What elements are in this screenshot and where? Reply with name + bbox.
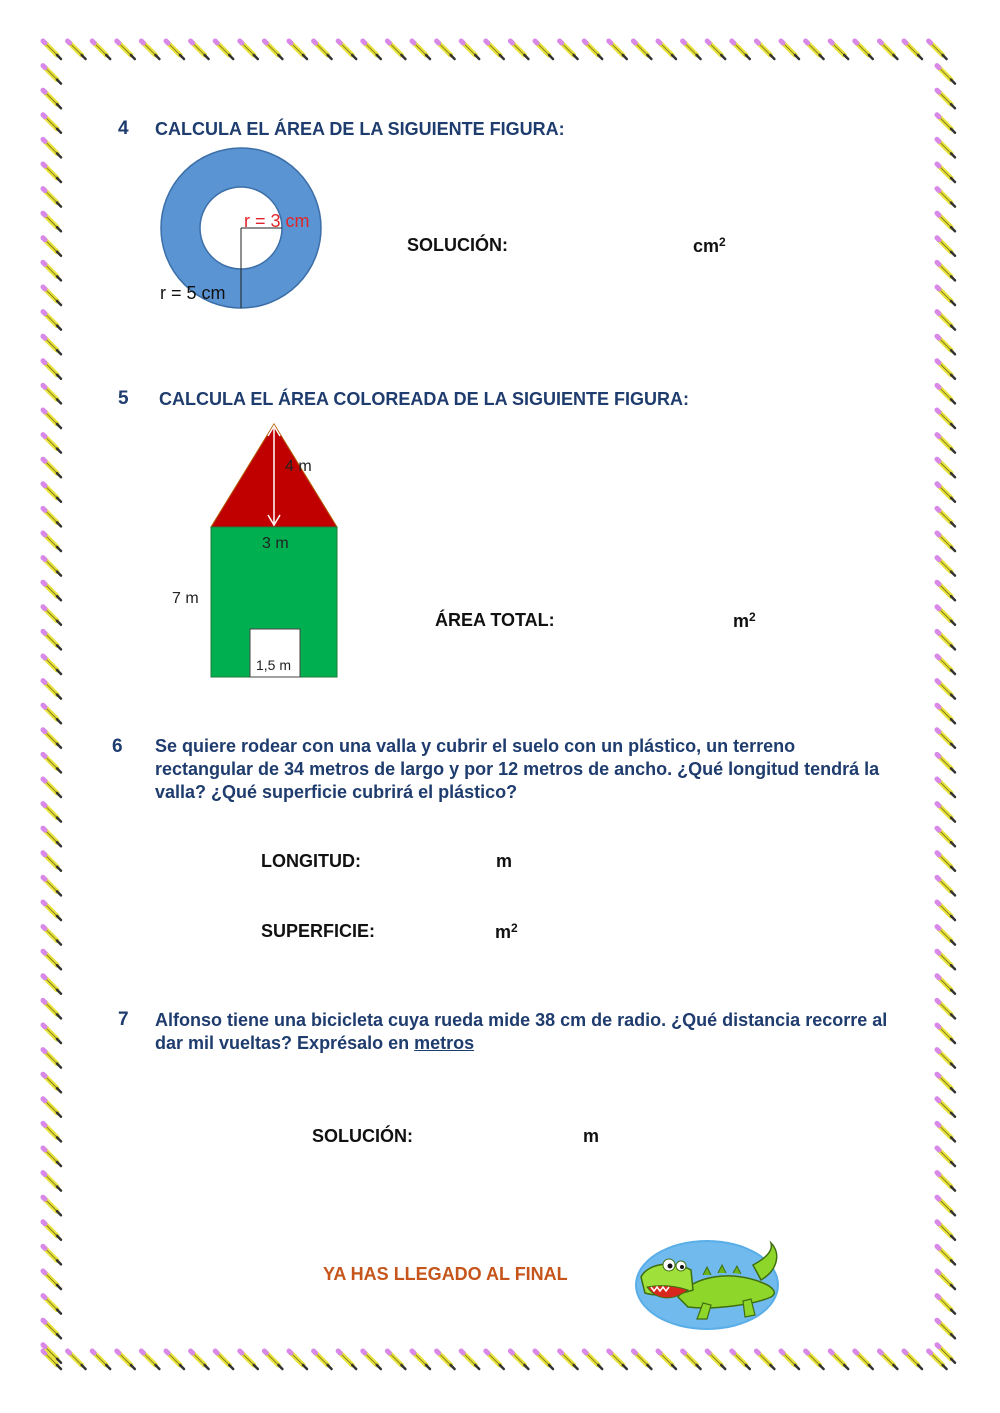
door-label: 1,5 m [256, 657, 292, 673]
outer-radius-label: r = 5 cm [160, 283, 226, 303]
pencil-icon [43, 607, 61, 625]
pencil-icon [937, 1099, 955, 1117]
pencil-icon [43, 336, 61, 354]
pencil-icon [937, 951, 955, 969]
pencil-icon [937, 139, 955, 157]
pencil-icon [141, 1351, 159, 1369]
pencil-icon [937, 1246, 955, 1264]
q7-unit: m [583, 1126, 600, 1146]
pencil-icon [43, 1000, 61, 1018]
pencil-icon [43, 385, 61, 403]
pencil-icon [937, 435, 955, 453]
pencil-icon [43, 1050, 61, 1068]
pencil-icon [879, 41, 897, 59]
pencil-icon [166, 41, 184, 59]
pencil-icon [43, 976, 61, 994]
pencil-icon [92, 1351, 110, 1369]
pencil-icon [707, 1351, 725, 1369]
pencil-icon [937, 410, 955, 428]
pencil-icon [584, 1351, 602, 1369]
pencil-icon [240, 1351, 258, 1369]
pencil-icon [732, 1351, 750, 1369]
pencil-icon [683, 1351, 701, 1369]
pencil-icon [338, 1351, 356, 1369]
pencil-icon [904, 41, 922, 59]
q6-length-label: LONGITUD: [261, 851, 361, 871]
pencil-icon [937, 754, 955, 772]
q4-unit: $cm^2$ [693, 235, 726, 256]
pencil-icon [43, 1222, 61, 1240]
pencil-icon [461, 41, 479, 59]
pencil-icon [141, 41, 159, 59]
pencil-icon [191, 1351, 209, 1369]
pencil-icon [43, 582, 61, 600]
width-label: 3 m [262, 535, 289, 552]
pencil-icon [937, 312, 955, 330]
pencil-icon [937, 730, 955, 748]
pencil-icon [584, 41, 602, 59]
pencil-icon [937, 533, 955, 551]
pencil-icon [43, 533, 61, 551]
final-message: YA HAS LLEGADO AL FINAL [323, 1264, 568, 1284]
pencil-icon [937, 1197, 955, 1215]
pencil-icon [510, 41, 528, 59]
pencil-icon [781, 1351, 799, 1369]
pencil-icon [43, 705, 61, 723]
pencil-icon [806, 1351, 824, 1369]
pencil-icon [937, 902, 955, 920]
pencil-icon [43, 681, 61, 699]
pencil-icon [215, 1351, 233, 1369]
pencil-icon [314, 1351, 332, 1369]
pencil-icon [535, 1351, 553, 1369]
pencil-icon [43, 853, 61, 871]
pencil-icon [937, 804, 955, 822]
pencil-icon [43, 902, 61, 920]
pencil-icon [43, 410, 61, 428]
pencil-icon [806, 41, 824, 59]
pencil-icon [535, 41, 553, 59]
pencil-icon [43, 828, 61, 846]
pencil-icon [937, 1320, 955, 1338]
pencil-icon [191, 41, 209, 59]
pencil-icon [937, 213, 955, 231]
pencil-icon [732, 41, 750, 59]
pencil-icon [937, 681, 955, 699]
pencil-icon [937, 508, 955, 526]
q7-answer-label: SOLUCIÓN: [312, 1126, 413, 1146]
pencil-icon [437, 1351, 455, 1369]
pencil-icon [412, 41, 430, 59]
pencil-icon [43, 1099, 61, 1117]
pencil-icon [937, 779, 955, 797]
pencil-icon [43, 1320, 61, 1338]
pencil-icon [937, 927, 955, 945]
pencil-icon [43, 779, 61, 797]
pencil-icon [756, 1351, 774, 1369]
q6-number: 6 [112, 736, 123, 757]
pencil-icon [707, 41, 725, 59]
pencil-icon [937, 976, 955, 994]
pencil-icon [937, 656, 955, 674]
pencil-icon [43, 164, 61, 182]
pencil-icon [43, 189, 61, 207]
pencil-icon [43, 730, 61, 748]
pencil-icon [937, 1050, 955, 1068]
height-label: 4 m [285, 458, 312, 475]
pencil-icon [937, 558, 955, 576]
pencil-icon [387, 1351, 405, 1369]
pencil-icon [43, 287, 61, 305]
pencil-icon [937, 1222, 955, 1240]
pencil-icon [43, 1271, 61, 1289]
pencil-icon [43, 951, 61, 969]
pencil-icon [43, 1197, 61, 1215]
q6-text: Se quiere rodear con una valla y cubrir el suelo con un plástico, un terreno rectangular de 34 metros de largo y por 12 metros de ancho. ¿Qué longitud tendrá la valla? ¿Qué superficie cubrirá el plástico? [155, 736, 880, 802]
pencil-icon [68, 1351, 86, 1369]
q6-surface-unit: $m^2$ [495, 921, 518, 942]
pencil-icon [937, 1271, 955, 1289]
pencil-icon [43, 115, 61, 133]
pencil-icon [43, 558, 61, 576]
pencil-icon [937, 262, 955, 280]
pencil-icon [855, 41, 873, 59]
pencil-icon [486, 1351, 504, 1369]
pencil-icon [937, 66, 955, 84]
pencil-icon [510, 1351, 528, 1369]
crocodile-icon [633, 1235, 785, 1335]
pencil-icon [937, 877, 955, 895]
pencil-icon [486, 41, 504, 59]
pencil-icon [937, 828, 955, 846]
pencil-icon [43, 1123, 61, 1141]
pencil-icon [43, 656, 61, 674]
pencil-icon [43, 361, 61, 379]
pencil-icon [92, 41, 110, 59]
q4-answer-label: SOLUCIÓN: [407, 235, 508, 255]
pencil-icon [830, 41, 848, 59]
q4-title: CALCULA EL ÁREA DE LA SIGUIENTE FIGURA: [155, 119, 565, 139]
pencil-icon [658, 41, 676, 59]
pencil-icon [937, 361, 955, 379]
pencil-icon [937, 1148, 955, 1166]
pencil-icon [264, 1351, 282, 1369]
pencil-icon [904, 1351, 922, 1369]
pencil-icon [937, 115, 955, 133]
pencil-icon [937, 189, 955, 207]
q5-unit: $m^2$ [733, 610, 756, 631]
pencil-icon [855, 1351, 873, 1369]
pencil-icon [756, 41, 774, 59]
pencil-icon [43, 435, 61, 453]
pencil-icon [937, 238, 955, 256]
pencil-icon [633, 1351, 651, 1369]
pencil-icon [43, 631, 61, 649]
pencil-icon [937, 459, 955, 477]
q6-length-unit: m [496, 851, 513, 871]
pencil-icon [937, 287, 955, 305]
q4-number: 4 [118, 118, 129, 139]
pencil-icon [43, 484, 61, 502]
pencil-icon [240, 41, 258, 59]
pencil-icon [43, 1246, 61, 1264]
pencil-icon [43, 1148, 61, 1166]
pencil-icon [937, 1074, 955, 1092]
pencil-icon [43, 508, 61, 526]
pencil-icon [289, 41, 307, 59]
pencil-icon [781, 41, 799, 59]
pencil-icon [43, 1074, 61, 1092]
pencil-icon [338, 41, 356, 59]
pencil-icon [412, 1351, 430, 1369]
q6-surface-label: SUPERFICIE: [261, 921, 376, 941]
pencil-icon [117, 41, 135, 59]
pencil-icon [929, 41, 947, 59]
pencil-icon [937, 705, 955, 723]
pencil-icon [215, 41, 233, 59]
pencil-icon [937, 1000, 955, 1018]
q7-text: Alfonso tiene una bicicleta cuya rueda mide 38 cm de radio. ¿Qué distancia recorre al dar mil vueltas? Exprésalo en metros [155, 1010, 888, 1053]
pencil-icon [609, 1351, 627, 1369]
pencil-icon [43, 754, 61, 772]
pencil-icon [43, 1025, 61, 1043]
wall-height-label: 7 m [172, 590, 199, 607]
pencil-icon [560, 1351, 578, 1369]
pencil-icon [43, 1173, 61, 1191]
pencil-icon [68, 41, 86, 59]
pencil-icon [937, 90, 955, 108]
pencil-icon [314, 41, 332, 59]
pencil-icon [43, 238, 61, 256]
pencil-icon [43, 459, 61, 477]
pencil-icon [43, 927, 61, 945]
pencil-icon [117, 1351, 135, 1369]
pencil-icon [363, 1351, 381, 1369]
pencil-icon [560, 41, 578, 59]
pencil-icon [43, 213, 61, 231]
pencil-icon [658, 1351, 676, 1369]
pencil-icon [387, 41, 405, 59]
pencil-icon [937, 631, 955, 649]
pencil-icon [461, 1351, 479, 1369]
pencil-icon [633, 41, 651, 59]
pencil-icon [937, 1123, 955, 1141]
pencil-icon [43, 90, 61, 108]
pencil-icon [43, 262, 61, 280]
pencil-icon [43, 877, 61, 895]
pencil-icon [937, 1296, 955, 1314]
pencil-icon [43, 41, 61, 59]
pencil-icon [43, 804, 61, 822]
pencil-icon [937, 1173, 955, 1191]
pencil-icon [289, 1351, 307, 1369]
q5-number: 5 [118, 388, 129, 409]
pencil-icon [43, 1296, 61, 1314]
q5-title: CALCULA EL ÁREA COLOREADA DE LA SIGUIENTE FIGURA: [159, 389, 689, 409]
pencil-icon [937, 385, 955, 403]
pencil-icon [43, 312, 61, 330]
pencil-icon [363, 41, 381, 59]
pencil-icon [683, 41, 701, 59]
pencil-icon [937, 164, 955, 182]
pencil-icon [437, 41, 455, 59]
pencil-icon [609, 41, 627, 59]
pencil-icon [937, 484, 955, 502]
q5-answer-label: ÁREA TOTAL: [435, 610, 555, 630]
pencil-icon [43, 66, 61, 84]
pencil-icon [43, 139, 61, 157]
pencil-icon [166, 1351, 184, 1369]
pencil-icon [264, 41, 282, 59]
q7-number: 7 [118, 1009, 129, 1030]
pencil-icon [937, 1025, 955, 1043]
pencil-icon [937, 582, 955, 600]
pencil-icon [937, 607, 955, 625]
pencil-icon [879, 1351, 897, 1369]
pencil-icon [937, 336, 955, 354]
inner-radius-label: r = 3 cm [244, 211, 310, 231]
pencil-icon [937, 853, 955, 871]
pencil-icon [830, 1351, 848, 1369]
